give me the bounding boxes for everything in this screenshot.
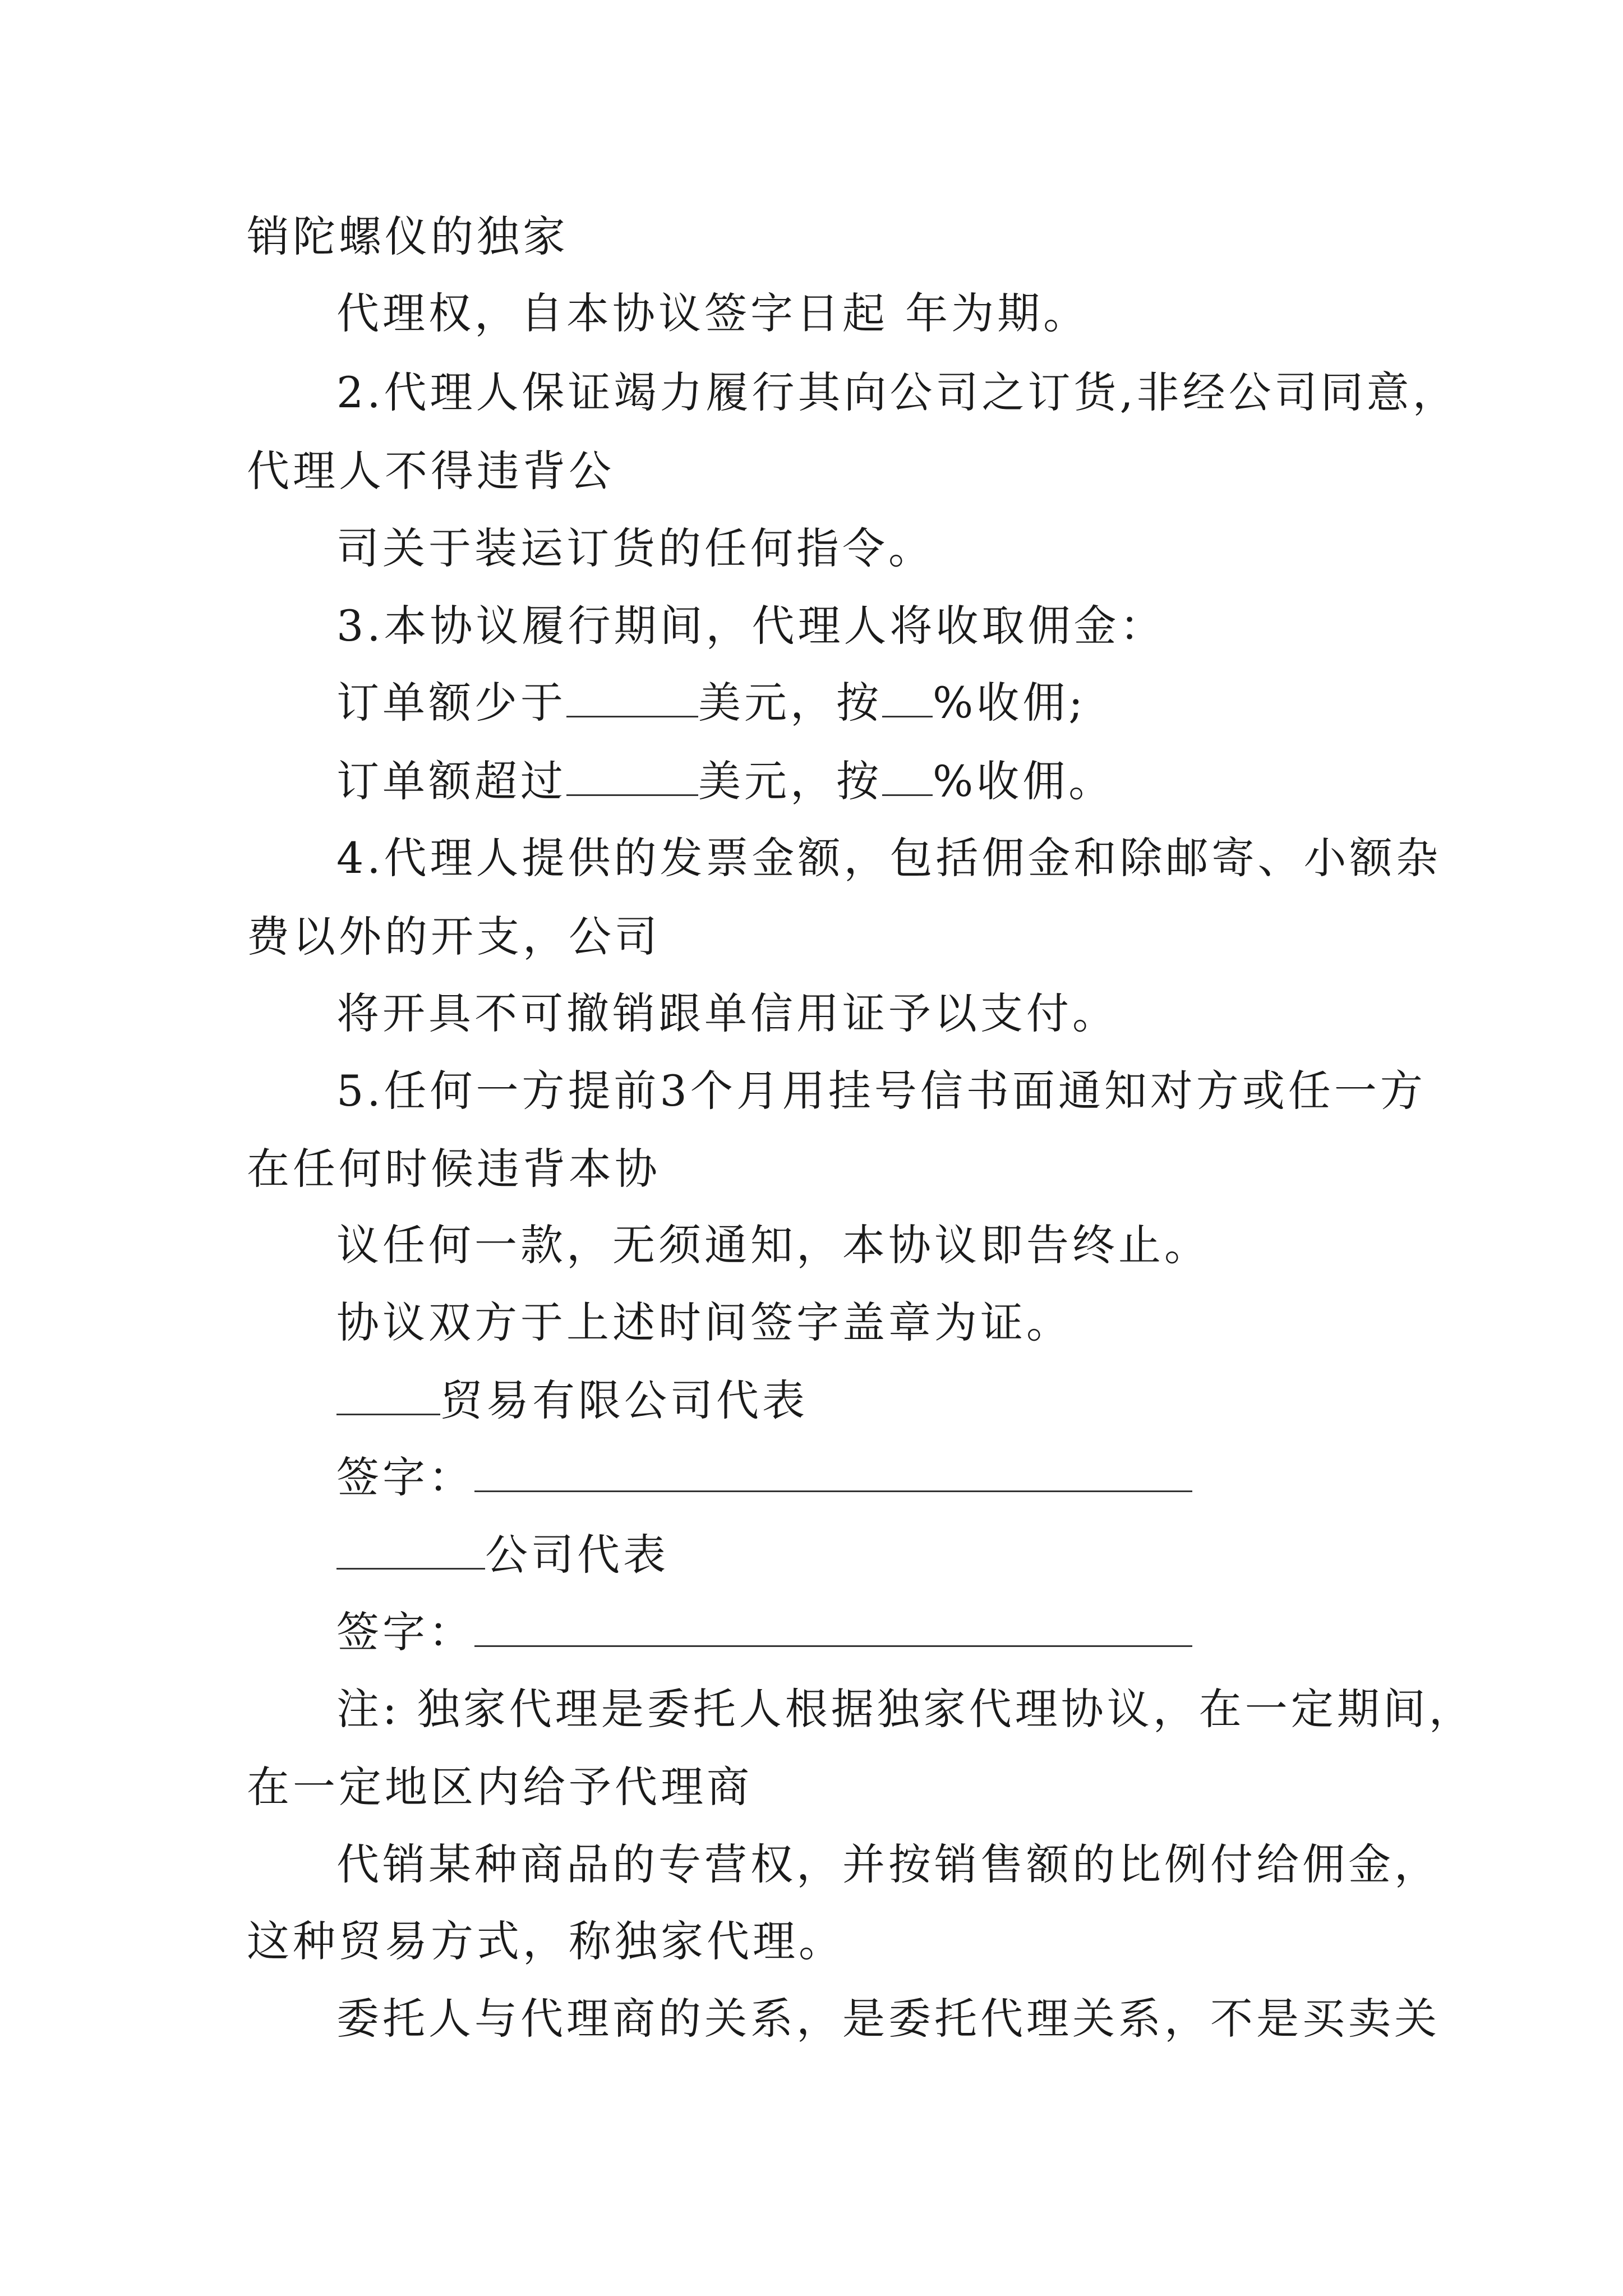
text-line: 代理人不得违背公	[247, 446, 615, 496]
commission-row-1-mid: 美元，按	[698, 678, 882, 728]
commission-row-1-prefix: 订单额少于	[336, 678, 566, 728]
text-line: 5.任何一方提前3个月用挂号信书面通知对方或任一方	[336, 1066, 1426, 1116]
note-line: 注: 独家代理是委托人根据独家代理协议，在一定期间，	[336, 1684, 1475, 1734]
text-line: 在任何时候违背本协	[247, 1144, 661, 1194]
signature-label-2: 签字：	[336, 1607, 474, 1657]
amount-blank-1[interactable]	[566, 677, 698, 717]
text-line: 代理权，自本协议签字日起 年为期。	[336, 288, 1090, 338]
text-line: 2.代理人保证竭力履行其向公司之订货,非经公司同意，	[336, 367, 1459, 417]
signature-blank-1[interactable]	[474, 1451, 1192, 1492]
commission-row-2-prefix: 订单额超过	[336, 756, 566, 806]
commission-row-1	[336, 675, 1086, 731]
signature-line-1	[336, 1450, 1192, 1506]
text-line: 代销某种商品的专营权，并按销售额的比例付给佣金，	[336, 1839, 1440, 1889]
text-line: 这种贸易方式，称独家代理。	[247, 1916, 845, 1966]
company-2-label: 公司代表	[485, 1530, 669, 1580]
text-line: 将开具不可撤销跟单信用证予以支付。	[336, 988, 1118, 1038]
signature-line-2	[336, 1604, 1192, 1660]
text-line: 销陀螺仪的独家	[247, 211, 569, 261]
company-2-name-blank[interactable]	[336, 1529, 485, 1570]
text-line: 费以外的开支，公司	[247, 912, 661, 961]
company-1-label: 贸易有限公司代表	[440, 1375, 808, 1425]
amount-blank-2[interactable]	[566, 755, 698, 796]
commission-row-2-suffix: %收佣。	[933, 756, 1115, 806]
signature-label-1: 签字：	[336, 1452, 474, 1502]
text-line: 4.代理人提供的发票金额，包括佣金和除邮寄、小额杂	[336, 833, 1442, 883]
text-line: 在一定地区内给予代理商	[247, 1762, 753, 1812]
text-line: 3.本协议履行期间，代理人将收取佣金：	[336, 601, 1166, 651]
text-line: 协议双方于上述时间签字盖章为证。	[336, 1297, 1072, 1347]
rate-blank-1[interactable]	[882, 677, 933, 717]
text-line: 司关于装运订货的任何指令。	[336, 523, 934, 573]
text-line: 议任何一款，无须通知，本协议即告终止。	[336, 1220, 1210, 1270]
commission-row-2-mid: 美元，按	[698, 756, 882, 806]
commission-row-2	[336, 753, 1114, 809]
company-1-name-blank[interactable]	[336, 1374, 440, 1415]
company-1-line	[336, 1373, 808, 1429]
text-line: 委托人与代理商的关系，是委托代理关系，不是买卖关	[336, 1994, 1440, 2044]
rate-blank-2[interactable]	[882, 755, 933, 796]
company-2-line	[336, 1527, 669, 1583]
commission-row-1-suffix: %收佣;	[933, 678, 1086, 728]
signature-blank-2[interactable]	[474, 1606, 1192, 1647]
